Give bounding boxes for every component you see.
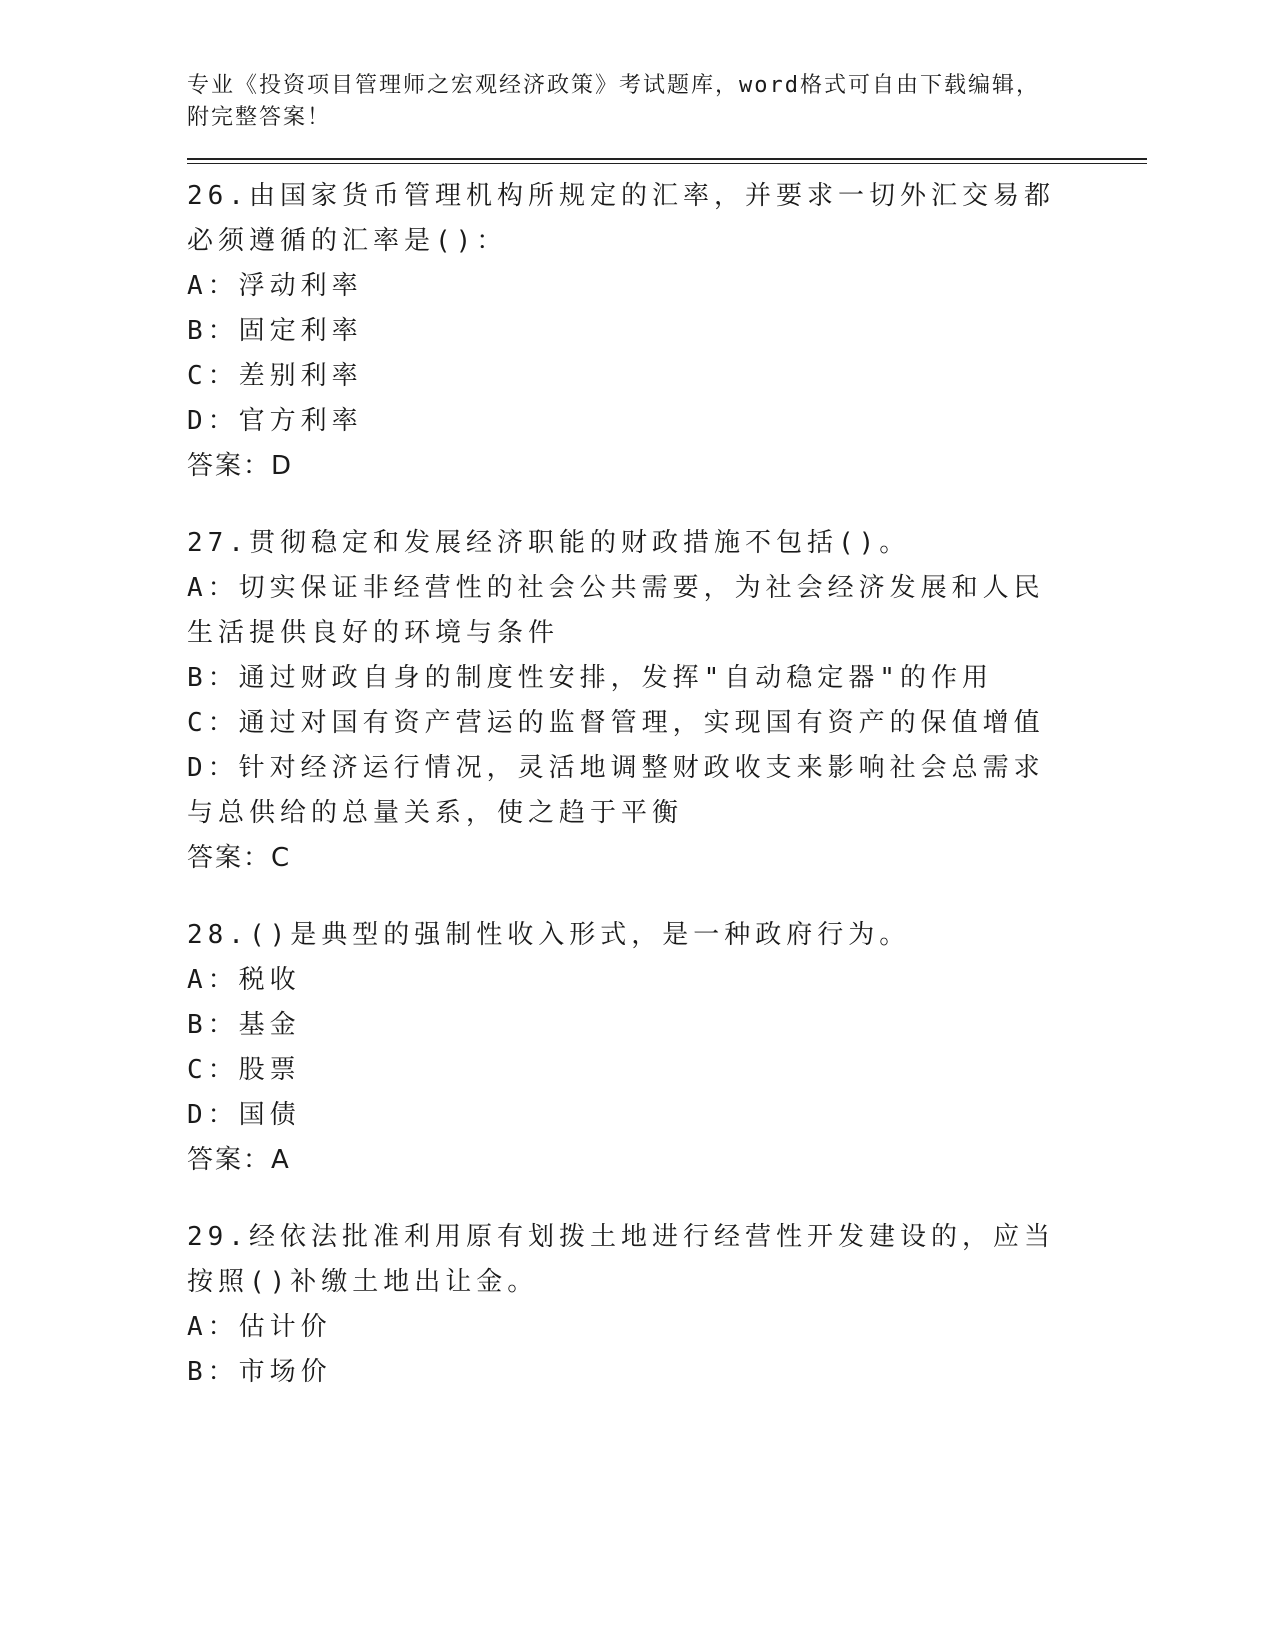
question-26 [187, 174, 1147, 489]
option-c: C：差别利率 [187, 361, 363, 391]
divider-line-thick [187, 158, 1147, 160]
option-b: B：通过财政自身的制度性安排，发挥"自动稳定器"的作用 [187, 663, 993, 693]
option-d: D：官方利率 [187, 406, 363, 436]
option-b: B：固定利率 [187, 316, 363, 346]
option-c: C：通过对国有资产营运的监督管理，实现国有资产的保值增值 [187, 708, 1045, 738]
question-29 [187, 1215, 1147, 1395]
answer-line: 答案：C [187, 843, 292, 873]
answer-line: 答案：A [187, 1145, 291, 1175]
option-b: B：市场价 [187, 1357, 332, 1387]
document-header: 专业《投资项目管理师之宏观经济政策》考试题库，word格式可自由下载编辑，附完整答案！ [187, 73, 1040, 130]
answer-line: 答案：D [187, 451, 294, 481]
option-c: C：股票 [187, 1055, 301, 1085]
question-stem: 26.由国家货币管理机构所规定的汇率，并要求一切外汇交易都必须遵循的汇率是()： [187, 181, 1055, 256]
question-28 [187, 913, 1147, 1183]
option-a: A：税收 [187, 965, 301, 995]
question-stem: 27.贯彻稳定和发展经济职能的财政措施不包括()。 [187, 528, 911, 558]
option-b: B：基金 [187, 1010, 301, 1040]
option-a: A：浮动利率 [187, 271, 363, 301]
document-page [187, 70, 1147, 1395]
question-stem: 29.经依法批准利用原有划拨土地进行经营性开发建设的，应当按照()补缴土地出让金。 [187, 1222, 1055, 1297]
option-d: D：针对经济运行情况，灵活地调整财政收支来影响社会总需求与总供给的总量关系，使之趋于平衡 [187, 753, 1045, 828]
question-27 [187, 521, 1147, 881]
option-a: A：切实保证非经营性的社会公共需要，为社会经济发展和人民生活提供良好的环境与条件 [187, 573, 1045, 648]
header-divider [187, 158, 1147, 164]
question-stem: 28.()是典型的强制性收入形式，是一种政府行为。 [187, 920, 911, 950]
option-d: D：国债 [187, 1100, 301, 1130]
divider-line-thin [187, 163, 1147, 164]
option-a: A：估计价 [187, 1312, 332, 1342]
